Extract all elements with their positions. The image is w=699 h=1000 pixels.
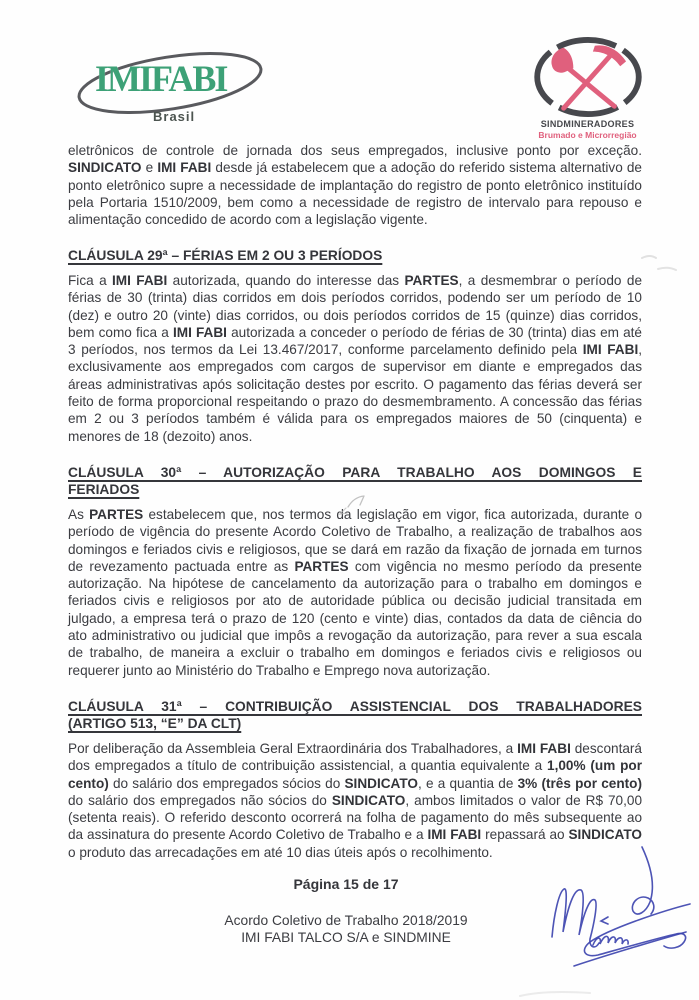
clause-section-30 [68, 464, 642, 679]
clause-body: Por deliberação da Assembleia Geral Extraordinária dos Trabalhadores, a IMI FABI descontará dos empregados a título de contribuição assistencial, a quantia equivalente a 1,00% (um por cento) do salário dos empregados sócios do SINDICATO, e a quantia de 3% (três por cento) do salário dos empregados não sócios do SINDICATO, ambos limitados o valor de R$ 70,00 (setenta reais). O referido desconto ocorrerá na folha de pagamento do mês subsequente ao da assinatura do presente Acordo Coletivo de Trabalho e a IMI FABI repassará ao SINDICATO o produto das arrecadações em até 10 dias úteis após o recolhimento. [68, 740, 642, 860]
imifabi-wordmark: IMIFABI [95, 58, 227, 100]
imifabi-brasil-label: Brasil [153, 109, 196, 124]
scan-artifact [518, 990, 608, 1000]
clause-body: Fica a IMI FABI autorizada, quando do interesse das PARTES, a desmembrar o período de férias de 30 (trinta) dias corridos em dois períodos corridos, podendo ser um período de 10 (dez) e outro 20 (vinte) dias corridos, ou dois períodos corridos de 15 (quinze) dias corridos, bem como fica a IMI FABI autorizada a conceder o período de férias de 30 (trinta) dias em até 3 períodos, nos termos da Lei 13.467/2017, conforme parcelamento definido pela IMI FABI, exclusivamente aos empregados com cargos de supervisor em diante e empregados das áreas administrativas após solicitação destes por escrito. O pagamento das férias deverá ser feito de forma proporcional respeitando o prazo do desmembramento. A concessão das férias em 2 ou 3 períodos também é válida para os empregados maiores de 50 (cinquenta) e menores de 18 (dezoito) anos. [68, 272, 643, 444]
clause-section-31 [68, 698, 642, 861]
clause-section-29 [68, 247, 642, 444]
sindmineradores-label: SINDMINERADORES [540, 119, 635, 129]
clause-title: CLÁUSULA 30ª – AUTORIZAÇÃO PARA TRABALHO AOS DOMINGOS E FERIADOS [68, 464, 642, 498]
intro-paragraph: eletrônicos de controle de jornada dos seus empregados, inclusive ponto por exceção. SINDICATO e IMI FABI desde já estabelecem que a adoção do referido sistema alternativo de ponto eletrônico supre a necessidade de implantação do registro de ponto eletrônico instituído pela Portaria 1510/2009, bem como a necessidade de registro de intervalo para repouso e alimentação concedido de acordo com a legislação vigente. [68, 143, 642, 228]
sindmineradores-region-label: Brumado e Microrregião [538, 130, 637, 140]
clause-body: As PARTES estabelecem que, nos termos da legislação em vigor, fica autorizada, durante o período de vigência do presente Acordo Coletivo de Trabalho, a realização de trabalhos aos domingos e feriados civis e religiosos, que se dará em razão da fixação de jornada em turnos de revezamento pactuada entre as PARTES com vigência no mesmo período da presente autorização. Na hipótese de cancelamento da autorização para o trabalho em domingos e feriados civis e religiosos por ato de autoridade pública ou decisão judicial transitada em julgado, a empresa terá o prazo de 120 (cento e vinte) dias, contados da data de ciência do ato administrativo ou judicial que impôs a revogação da autorização, para rever a sua escala de trabalho, de maneira a excluir o trabalho em domingos e feriados civis e religiosos ou requerer junto ao Ministério do Trabalho e Emprego nova autorização. [68, 506, 643, 678]
document-parties: IMI FABI TALCO S/A e SINDMINE [241, 930, 451, 945]
sindmineradores-logo [515, 36, 660, 140]
page-number: Página 15 de 17 [293, 876, 399, 892]
scan-artifact [638, 250, 698, 280]
clause-title: CLÁUSULA 31ª – CONTRIBUIÇÃO ASSISTENCIAL DOS TRABALHADORES (ARTIGO 513, “E” DA CLT) [68, 698, 642, 732]
page-footer [68, 876, 624, 945]
clause-title: CLÁUSULA 29ª – FÉRIAS EM 2 OU 3 PERÍODOS [68, 248, 383, 264]
document-body [68, 142, 642, 945]
imifabi-logo [73, 50, 268, 130]
mining-tools-icon [532, 36, 644, 118]
document-title: Acordo Coletivo de Trabalho 2018/2019 [224, 913, 468, 928]
